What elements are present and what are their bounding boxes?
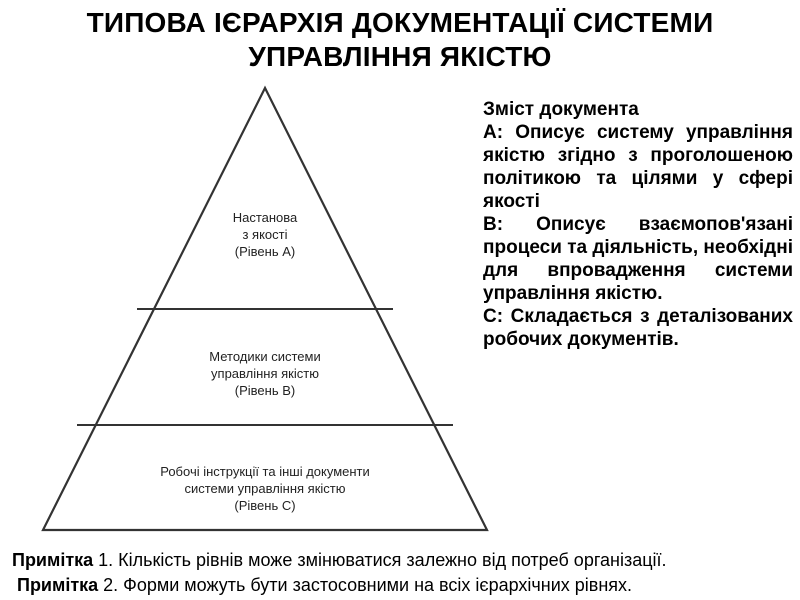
content-heading: Зміст документа [483,99,639,120]
level-c-line-1: Робочі інструкції та інші документи [160,464,370,479]
title-line-1: ТИПОВА ІЄРАРХІЯ ДОКУМЕНТАЦІЇ СИСТЕМИ [86,7,714,38]
note-2-text: 2. Форми можуть бути застосовними на всіх ієрархічних рівнях. [98,575,633,595]
content-level-c: С: Складається з деталізованих робочих документів. [483,306,793,350]
pyramid-level-a [205,209,325,260]
pyramid-level-b [180,348,350,399]
level-a-line-1: Настанова [232,210,298,225]
document-content-description [483,98,793,351]
level-c-line-3: (Рівень С) [234,498,296,513]
title-line-2: УПРАВЛІННЯ ЯКІСТЮ [248,41,552,72]
note-1 [12,548,792,573]
note-1-text: 1. Кількість рівнів може змінюватися залежно від потреб організації. [93,550,667,570]
level-b-line-1: Методики системи [209,349,321,364]
level-a-line-3: (Рівень А) [234,244,296,259]
level-b-line-2: управління якістю [211,366,319,381]
level-b-line-3: (Рівень В) [234,383,296,398]
notes [12,548,792,598]
level-c-line-2: системи управління якістю [184,481,346,496]
level-a-line-2: з якості [242,227,288,242]
note-1-label: Примітка [12,550,94,570]
pyramid-level-c [120,463,410,514]
note-2 [12,573,792,598]
content-level-a: A: Описує систему управління якістю згідно з проголошеною політикою та цілями у сфері якості [483,122,793,212]
note-2-label: Примітка [17,575,99,595]
content-level-b: B: Описує взаємопов'язані процеси та діяльність, необхідні для впровадження системи управління якістю. [483,214,793,304]
